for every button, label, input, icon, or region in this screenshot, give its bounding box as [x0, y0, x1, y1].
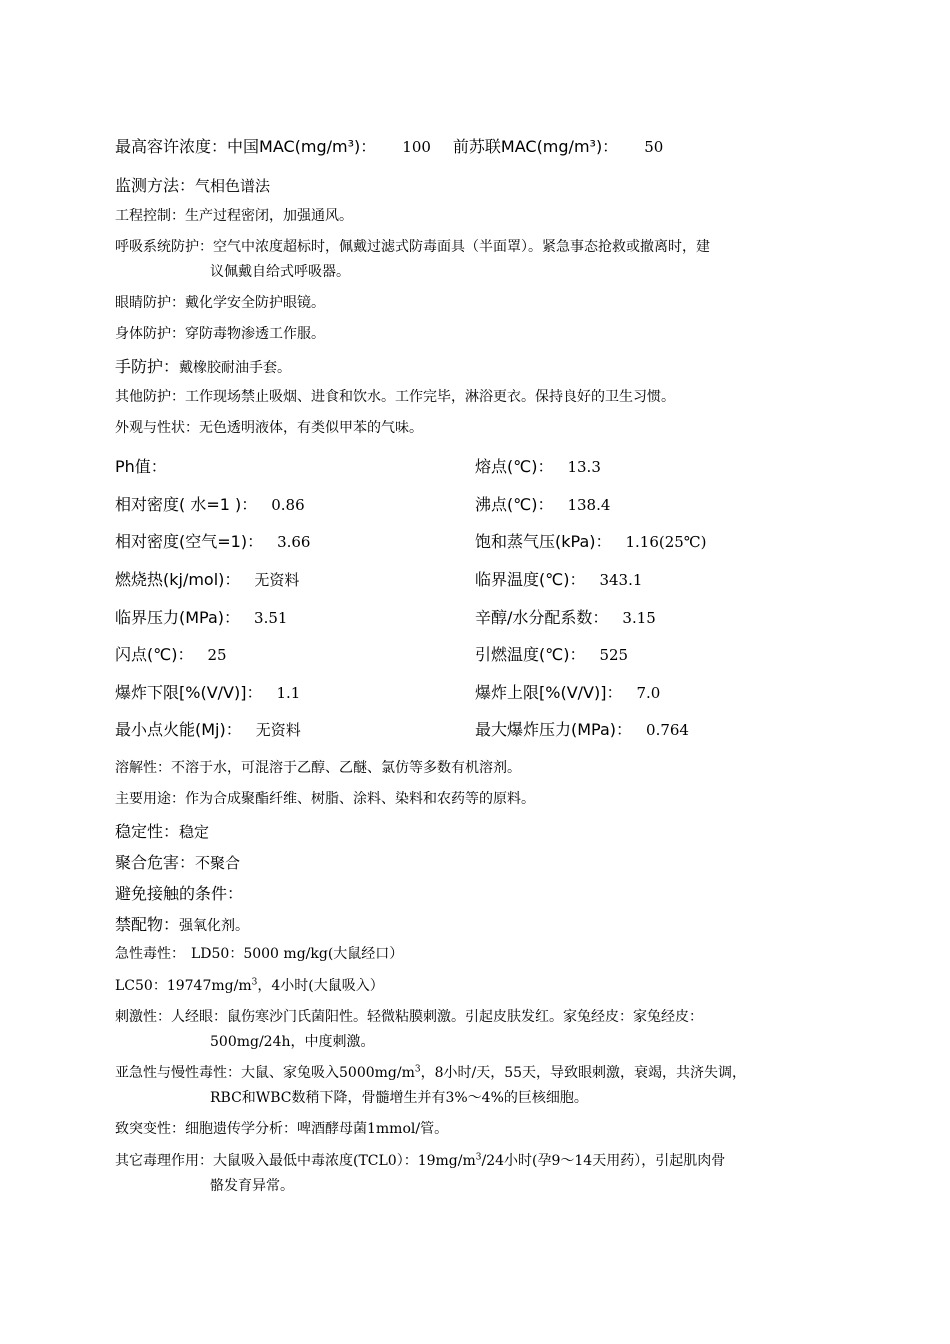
property-right-label: 临界温度(℃)： [475, 570, 586, 589]
property-left-value: 0.86 [271, 496, 305, 514]
acute-lc50: LC50：$19747mg/m^3$，4小时(大鼠吸入） [115, 977, 384, 994]
property-row [115, 529, 310, 552]
property-row [115, 717, 301, 740]
mac-china-value: 100 [402, 138, 431, 156]
property-left-label: 相对密度(空气=1)： [115, 532, 264, 551]
eye-value: 戴化学安全防护眼镜。 [185, 295, 325, 311]
respiratory-line1: 空气中浓度超标时，佩戴过滤式防毒面具（半面罩）。紧急事态抢救或撤离时，建 [213, 239, 710, 255]
property-left-value: 25 [207, 646, 227, 664]
mac-row [115, 134, 663, 157]
appearance-row [115, 417, 423, 437]
property-left-value: 1.1 [276, 684, 301, 702]
hand-row [115, 354, 291, 377]
monitoring-label: 监测方法： [115, 176, 196, 195]
property-right-label: 沸点(℃)： [475, 495, 554, 514]
respiratory-line2: 议佩戴自给式呼吸器。 [210, 264, 350, 280]
property-row [115, 605, 287, 628]
body-label: 身体防护： [115, 326, 185, 342]
hand-value: 戴橡胶耐油手套。 [179, 360, 292, 376]
property-left-label: 相对密度( 水=1 )： [115, 495, 258, 514]
solubility-label: 溶解性： [115, 760, 171, 776]
acute-ld50: LD50：5000 mg/kg(大鼠经口） [191, 946, 404, 962]
uses-label: 主要用途： [115, 791, 185, 807]
other-toxicity-line1: 大鼠吸入最低中毒浓度(TCL0）：$19mg/m^3/24$小时(孕9～14天用药），引起肌肉骨 [213, 1152, 726, 1169]
property-right-value: 138.4 [567, 496, 611, 514]
property-right-label: 辛醇/水分配系数： [475, 608, 609, 627]
property-right-value: 13.3 [567, 458, 601, 476]
eye-row [115, 292, 325, 312]
property-right-label: 熔点(℃)： [475, 457, 554, 476]
respiratory-row [115, 236, 710, 256]
property-left-label: 最小点火能(Mj)： [115, 720, 242, 739]
mutagenicity-row [115, 1118, 448, 1138]
property-right-value: 1.16(25℃) [625, 533, 707, 551]
property-right-value: 7.0 [636, 684, 661, 702]
property-left-label: 燃烧热(kj/mol)： [115, 570, 241, 589]
engineering-row [115, 205, 353, 225]
subacute-row [115, 1062, 746, 1082]
property-right-value: 343.1 [599, 571, 643, 589]
respiratory-label: 呼吸系统防护： [115, 239, 213, 255]
irritation-label: 刺激性： [115, 1009, 171, 1025]
property-right [475, 605, 656, 628]
incompatible-value: 强氧化剂。 [179, 918, 250, 934]
mutagenicity-label: 致突变性： [115, 1121, 185, 1137]
subacute-line1: 大鼠、家兔吸入$5000mg/m^3$，8小时/天，55天，导致眼刺激，衰竭，共济失调， [241, 1064, 747, 1081]
stability-label: 稳定性： [115, 822, 180, 841]
mutagenicity-value: 细胞遗传学分析：啤酒酵母菌1mmol/管。 [185, 1121, 449, 1137]
irritation-line2: 500mg/24h，中度刺激。 [210, 1034, 375, 1050]
body-value: 穿防毒物渗透工作服。 [185, 326, 325, 342]
property-right [475, 454, 601, 477]
appearance-label: 外观与性状： [115, 420, 199, 436]
uses-row [115, 788, 535, 808]
body-row [115, 323, 325, 343]
acute-label: 急性毒性： [115, 946, 185, 962]
solubility-value: 不溶于水，可混溶于乙醇、乙醚、氯仿等多数有机溶剂。 [171, 760, 521, 776]
subacute-label: 亚急性与慢性毒性： [115, 1065, 241, 1081]
property-right [475, 529, 706, 552]
mac-china-label: 中国MAC(mg/m³)： [227, 137, 377, 156]
property-right-value: 0.764 [646, 721, 689, 739]
irritation-row [115, 1006, 703, 1026]
avoid-row [115, 881, 243, 904]
property-row [115, 680, 300, 703]
monitoring-value: 气相色谱法 [195, 177, 271, 195]
property-right [475, 717, 689, 740]
avoid-label: 避免接触的条件： [115, 884, 244, 903]
property-row [115, 642, 227, 665]
property-row [115, 492, 305, 515]
polymerization-value: 不聚合 [195, 854, 241, 872]
stability-value: 稳定 [179, 823, 210, 841]
property-left-value: 3.51 [254, 609, 288, 627]
property-left-value: 3.66 [277, 533, 311, 551]
uses-value: 作为合成聚酯纤维、树脂、涂料、染料和农药等的原料。 [185, 791, 535, 807]
appearance-value: 无色透明液体，有类似甲苯的气味。 [199, 420, 423, 436]
other-protection-row [115, 386, 675, 406]
polymerization-row [115, 850, 240, 873]
other-protection-label: 其他防护： [115, 389, 185, 405]
property-right-label: 爆炸上限[%(V/V)]： [475, 683, 623, 702]
property-right [475, 567, 642, 590]
property-left-label: 临界压力(MPa)： [115, 608, 241, 627]
hand-label: 手防护： [115, 357, 180, 376]
property-right-label: 饱和蒸气压(kPa)： [475, 532, 612, 551]
mac-ussr-value: 50 [644, 138, 664, 156]
mac-ussr-label: 前苏联MAC(mg/m³)： [452, 137, 619, 156]
subacute-line2: RBC和WBC数稍下降，骨髓增生并有3%～4%的巨核细胞。 [210, 1090, 588, 1106]
property-left-label: 爆炸下限[%(V/V)]： [115, 683, 263, 702]
other-protection-value: 工作现场禁止吸烟、进食和饮水。工作完毕，淋浴更衣。保持良好的卫生习惯。 [185, 389, 675, 405]
property-left-label: Ph值： [115, 457, 167, 476]
acute-row [115, 943, 403, 963]
eye-label: 眼睛防护： [115, 295, 185, 311]
property-right [475, 642, 628, 665]
polymerization-label: 聚合危害： [115, 853, 196, 872]
engineering-value: 生产过程密闭，加强通风。 [185, 208, 353, 224]
property-left-value: 无资料 [255, 721, 301, 739]
property-left-label: 闪点(℃)： [115, 645, 194, 664]
monitoring-row [115, 173, 270, 196]
engineering-label: 工程控制： [115, 208, 185, 224]
other-toxicity-row [115, 1150, 725, 1170]
other-toxicity-line2: 骼发育异常。 [210, 1178, 294, 1194]
mac-label: 最高容许浓度： [115, 137, 228, 156]
incompatible-row [115, 912, 249, 935]
irritation-line1: 人经眼：鼠伤寒沙门氏菌阳性。轻微粘膜刺激。引起皮肤发红。家兔经皮：家兔经皮： [171, 1009, 703, 1025]
property-row [115, 567, 299, 590]
acute-lc50-row [115, 975, 384, 995]
property-right [475, 492, 610, 515]
incompatible-label: 禁配物： [115, 915, 180, 934]
solubility-row [115, 757, 521, 777]
other-toxicity-label: 其它毒理作用： [115, 1153, 213, 1169]
property-right [475, 680, 660, 703]
property-left-value: 无资料 [254, 571, 300, 589]
stability-row [115, 819, 209, 842]
property-right-label: 引燃温度(℃)： [475, 645, 586, 664]
property-row [115, 454, 181, 477]
property-right-label: 最大爆炸压力(MPa)： [475, 720, 633, 739]
property-right-value: 3.15 [622, 609, 656, 627]
property-right-value: 525 [599, 646, 629, 664]
